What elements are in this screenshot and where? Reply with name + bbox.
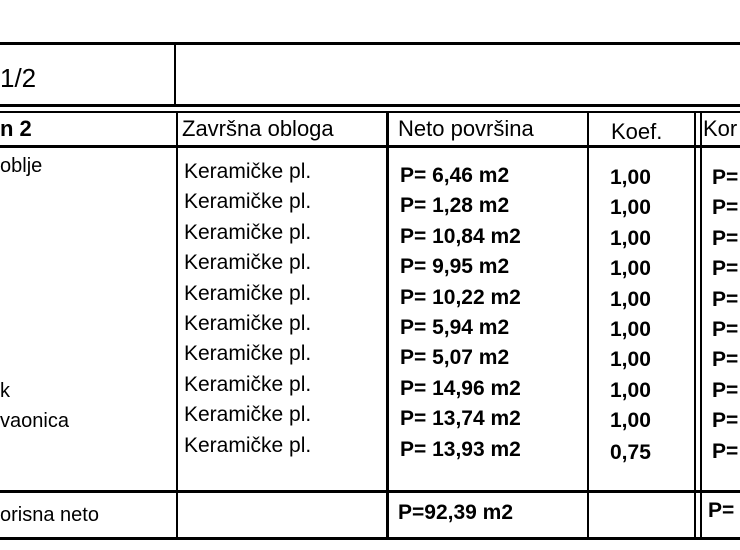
area-cell: P= 13,93 m2 bbox=[400, 438, 521, 461]
total-next: P= bbox=[708, 499, 735, 522]
body-bottom-rule bbox=[0, 490, 740, 493]
next-cell: P= bbox=[712, 318, 739, 341]
header-coefficient: Koef. bbox=[611, 119, 663, 144]
coef-cell: 1,00 bbox=[610, 227, 651, 250]
finish-cell: Keramičke pl. bbox=[184, 190, 312, 213]
finish-cell: Keramičke pl. bbox=[184, 373, 312, 396]
coef-cell: 1,00 bbox=[610, 166, 651, 189]
area-cell: P= 6,46 m2 bbox=[400, 164, 510, 187]
finish-cell: Keramičke pl. bbox=[184, 312, 312, 335]
coef-cell: 1,00 bbox=[610, 196, 651, 219]
next-cell: P= bbox=[712, 348, 739, 371]
total-area: P=92,39 m2 bbox=[398, 501, 514, 524]
area-cell: P= 13,74 m2 bbox=[400, 407, 521, 430]
coef-cell: 1,00 bbox=[610, 288, 651, 311]
total-bottom-rule bbox=[0, 537, 740, 540]
area-cell: P= 10,84 m2 bbox=[400, 225, 521, 248]
room-label: vaonica bbox=[0, 410, 69, 432]
finish-cell: Keramičke pl. bbox=[184, 434, 312, 457]
finish-cell: Keramičke pl. bbox=[184, 221, 312, 244]
next-cell: P= bbox=[712, 227, 739, 250]
next-cell: P= bbox=[712, 379, 739, 402]
next-cell: P= bbox=[712, 196, 739, 219]
header-next-col: Kor bbox=[703, 116, 738, 141]
divider-col4 bbox=[694, 111, 696, 540]
coef-cell: 1,00 bbox=[610, 409, 651, 432]
header-top-rule bbox=[0, 111, 740, 113]
finish-cell: Keramičke pl. bbox=[184, 342, 312, 365]
header-finish: Završna obloga bbox=[182, 116, 334, 141]
header-room: n 2 bbox=[0, 116, 32, 141]
area-cell: P= 10,22 m2 bbox=[400, 286, 521, 309]
finish-cell: Keramičke pl. bbox=[184, 160, 312, 183]
next-cell: P= bbox=[712, 257, 739, 280]
coef-cell: 0,75 bbox=[610, 441, 651, 464]
next-cell: P= bbox=[712, 409, 739, 432]
divider-col3 bbox=[587, 111, 589, 540]
area-cell: P= 5,94 m2 bbox=[400, 316, 510, 339]
area-cell: P= 14,96 m2 bbox=[400, 377, 521, 400]
area-cell: P= 5,07 m2 bbox=[400, 346, 510, 369]
top-border bbox=[0, 42, 740, 45]
divider-title bbox=[174, 42, 176, 107]
coef-cell: 1,00 bbox=[610, 348, 651, 371]
finish-cell: Keramičke pl. bbox=[184, 403, 312, 426]
finish-cell: Keramičke pl. bbox=[184, 282, 312, 305]
divider-col5 bbox=[700, 111, 702, 540]
room-label: oblje bbox=[0, 155, 43, 177]
next-cell: P= bbox=[712, 166, 739, 189]
next-cell: P= bbox=[712, 288, 739, 311]
header-net-area: Neto površina bbox=[398, 116, 534, 141]
finish-cell: Keramičke pl. bbox=[184, 251, 312, 274]
sheet-number: 1/2 bbox=[0, 63, 37, 93]
divider-col1 bbox=[176, 111, 178, 540]
area-cell: P= 9,95 m2 bbox=[400, 255, 510, 278]
divider-col2 bbox=[386, 111, 389, 540]
next-cell: P= bbox=[712, 440, 739, 463]
header-bottom-rule bbox=[0, 145, 740, 148]
coef-cell: 1,00 bbox=[610, 257, 651, 280]
room-label: k bbox=[0, 380, 10, 402]
coef-cell: 1,00 bbox=[610, 318, 651, 341]
area-cell: P= 1,28 m2 bbox=[400, 194, 510, 217]
total-label: orisna neto bbox=[0, 504, 99, 526]
coef-cell: 1,00 bbox=[610, 379, 651, 402]
title-row-bottom bbox=[0, 104, 740, 107]
